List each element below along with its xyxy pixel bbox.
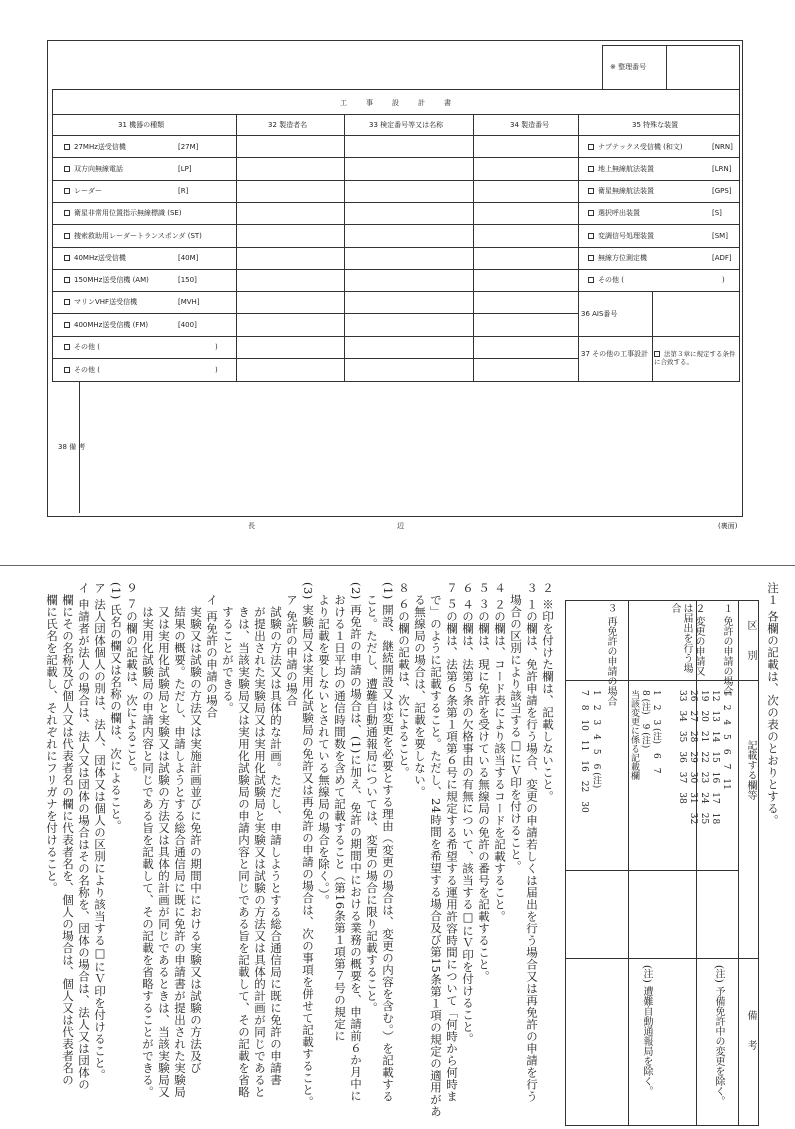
footer-side: 辺 xyxy=(397,522,404,530)
checkbox-icon[interactable] xyxy=(64,255,70,261)
equipment-code: [150] xyxy=(178,276,197,284)
table-row2-col: 1 2 3 (注) 6 7 xyxy=(651,690,661,774)
table-row1-col: 1 2 4 5 6 7 11 xyxy=(721,690,731,790)
special-item[interactable]: 衛星無線航法装置 xyxy=(588,187,654,196)
equipment-item[interactable]: 双方向無線電話 xyxy=(64,165,123,174)
checkbox-icon[interactable] xyxy=(64,144,70,150)
note-line: ア 法人団体個人の別は、法人、団体又は個人の区別により該当する□にＶ印を付けること。 xyxy=(93,582,107,1081)
note-line: 結果の概要。ただし、申請しようとする総合通信局に既に免許の申請書が提出された実験局 xyxy=(173,582,187,1098)
header-col33: 33 検定番号等又は名称 xyxy=(369,121,444,129)
note-line: ５ ３の欄は、現に免許を受けている無線局の免許の番号を記載すること。 xyxy=(477,582,491,983)
equipment-item[interactable]: 衛星非常用位置指示無線標識 (SE) xyxy=(64,209,182,218)
note-line: おける１日平均の通信時間数を含めて記載すること（第16条第１項第７号の規定に xyxy=(333,582,347,1042)
note-line: 欄に氏名を記載し、それぞれにフリガナを付けること。 xyxy=(45,582,59,894)
note-line: 場合の区別により該当する□にＶ印を付けること。 xyxy=(509,582,523,873)
table-row3-kubun: ３ 再免許の申請の場合 xyxy=(605,603,616,707)
table-header-kisai: 記載する欄等 xyxy=(745,740,756,800)
checkbox-icon[interactable] xyxy=(64,233,70,239)
special-code: [LRN] xyxy=(712,165,732,173)
special-item[interactable]: 選択呼出装置 xyxy=(588,209,640,218)
footer-back: (裏面) xyxy=(718,522,738,530)
note-line: 実験又は試験の方法又は実施計画並びに免許の期間中における実験又は試験の方法及び xyxy=(189,582,203,1074)
note-line: (3) 実験局又は実用化試験局の免許又は再免許の申請の場合は、次の事項を併せて記載すること。 xyxy=(301,582,315,1108)
page-divider xyxy=(0,565,795,566)
note-line: (1) 開設、継続開設又は変更を必要とする理由（変更の場合は、変更の内容を含む。）を記載する xyxy=(381,582,395,1103)
checkbox-icon[interactable] xyxy=(64,344,70,350)
note-line: ７ ５の欄は、法第６条第１項第６号に規定する希望する運用許容時間について「何時から何時ま xyxy=(445,582,459,1103)
ais-label: 36 AIS番号 xyxy=(581,310,618,318)
checkbox-icon[interactable] xyxy=(64,299,70,305)
equipment-item[interactable]: マリンVHF送受信機 xyxy=(64,298,137,307)
note-line: 試験の方法又は具体的な計画。ただし、申請しようとする総合通信局に既に免許の申請書 xyxy=(269,582,283,1086)
equipment-item[interactable]: その他 ( xyxy=(64,343,100,352)
checkbox-icon[interactable] xyxy=(588,277,594,283)
checkbox-icon[interactable] xyxy=(64,166,70,172)
equipment-code: ) xyxy=(215,343,218,351)
note-line: イ 再免許の申請の場合 xyxy=(205,582,219,719)
table-row1-kubun: １ 免許の申請の場合 xyxy=(721,603,732,697)
checkbox-icon[interactable] xyxy=(588,144,594,150)
table-row3-col: 1 2 3 4 5 6 (注) xyxy=(591,690,601,789)
checkbox-icon[interactable] xyxy=(64,188,70,194)
equipment-item[interactable]: 27MHz送受信機 xyxy=(64,143,126,152)
note-1: 注１ 各欄の記載は、次の表のとおりとする。 xyxy=(766,582,780,827)
equipment-code: [400] xyxy=(178,321,197,329)
special-item[interactable]: ナブテックス受信機 (和文) xyxy=(588,143,683,152)
equipment-item[interactable]: レーダー xyxy=(64,187,102,196)
note-line: 又は実用化試験局と実験又は試験の方法又は具体的計画が同じであるときは、当該実験局又 xyxy=(157,582,171,1098)
note-line: ８ ６の欄の記載は、次によること。 xyxy=(397,582,411,779)
special-item[interactable]: 変調信号処理装置 xyxy=(588,232,654,241)
special-code: [S] xyxy=(712,209,722,217)
footer-long: 長 xyxy=(248,522,255,530)
note-line: することができる。 xyxy=(221,582,235,714)
checkbox-icon[interactable] xyxy=(64,367,70,373)
note-line: る無線局の場合は、記載を要しない。 xyxy=(413,582,427,798)
equipment-code: [40M] xyxy=(178,254,199,262)
table-row2-col: 当該変更に係る記載欄 xyxy=(629,690,639,780)
note-line: ２ ※印を付けた欄は、記載しないこと。 xyxy=(541,582,555,803)
checkbox-icon[interactable] xyxy=(654,351,660,357)
biko-label: 38 備 考 xyxy=(58,443,86,451)
equipment-code: [LP] xyxy=(178,165,192,173)
note-line: ３ １の欄は、免許申請を行う場合、変更の申請若しくは届出を行う場合又は再免許の申請を行う xyxy=(525,582,539,1103)
note-line: イ 申請者が法人の場合は、法人又は団体の場合はその名称を、団体の場合は、法人又は団体の xyxy=(77,582,91,1091)
equipment-code: [R] xyxy=(178,187,189,195)
form-title: 工 事 設 計 書 xyxy=(340,99,457,107)
table-row2-biko: (注) 遭難自動通報局を除く。 xyxy=(641,965,652,1096)
equipment-item[interactable]: 400MHz送受信機 (FM) xyxy=(64,321,148,330)
table-row2-col: 8 (注) 9 (注) xyxy=(640,690,650,749)
note-line: ４ ２の欄は、コード表により該当するコードを記載すること。 xyxy=(493,582,507,923)
table-header-kubun: 区 別 xyxy=(745,620,756,660)
special-item[interactable]: 無線方位測定機 xyxy=(588,254,647,263)
checkbox-icon[interactable] xyxy=(64,277,70,283)
checkbox-icon[interactable] xyxy=(588,188,594,194)
seiri-label: ※ 整理番号 xyxy=(610,63,647,71)
special-code: [GPS] xyxy=(712,187,732,195)
checkbox-icon[interactable] xyxy=(64,210,70,216)
equipment-item[interactable]: 150MHz送受信機 (AM) xyxy=(64,276,149,285)
equipment-item[interactable]: 40MHz送受信機 xyxy=(64,254,126,263)
checkbox-icon[interactable] xyxy=(588,166,594,172)
special-code: [SM] xyxy=(712,232,728,240)
special-code: ) xyxy=(722,276,725,284)
note-line: は実用化試験局の申請内容と同じである旨を記載して、その記載を省略することができる。 xyxy=(141,582,155,1098)
table-row1-col: 12 13 14 15 16 17 18 xyxy=(710,690,720,825)
note-line: (1) 氏名の欄又は名称の欄は、次によること。 xyxy=(109,582,123,832)
table-row2-kubun: ２ 変更の申請又は届出を行う場合 xyxy=(669,603,704,677)
header-col32: 32 製造者名 xyxy=(268,121,308,129)
header-col35: 35 特殊な装置 xyxy=(632,121,679,129)
note-line: より記載を要しないとされている無線局の場合を除く。）。 xyxy=(317,582,331,907)
note-line: きは、当該実験局又は実用化試験局の申請内容と同じである旨を記載して、その記載を省略 xyxy=(237,582,251,1098)
note-line: ア 免許の申請の場合 xyxy=(285,582,299,707)
table-row1-col: 26 27 28 29 30 31 32 xyxy=(688,690,698,825)
item37-label: 37 その他の工事設計 xyxy=(581,350,649,358)
note-line: ９ ７の欄の記載は、次によること。 xyxy=(125,582,139,779)
table-row1-col: 19 20 21 22 23 24 25 xyxy=(699,690,709,825)
equipment-code: [MVH] xyxy=(178,298,200,306)
checkbox-icon[interactable] xyxy=(64,322,70,328)
form-frame xyxy=(47,40,743,517)
checkbox-icon[interactable] xyxy=(588,210,594,216)
special-code: [NRN] xyxy=(712,143,733,151)
note-line: (2) 再免許の申請の場合は、(1)に加え、免許の期間中における業務の概要を、申請前６か月中に xyxy=(349,582,363,1102)
special-code: [ADF] xyxy=(712,254,732,262)
note-line: が提出された実験局又は実用化試験局と実験又は試験の方法又は具体的計画が同じであると xyxy=(253,582,267,1098)
note-line: ６ ４の欄は、法第５条の欠格事由の有無について、該当する□にＶ印を付けること。 xyxy=(461,582,475,1045)
header-col31: 31 機器の種類 xyxy=(118,121,165,129)
special-item[interactable]: その他 ( xyxy=(588,276,624,285)
note-line: 欄にその名称及び個人又は代表者名の欄に代表者名を、個人の場合は、個人又は代表者名の xyxy=(61,582,75,1086)
equipment-item[interactable]: 捜索救助用レーダートランスポンダ (ST) xyxy=(64,232,202,241)
table-row1-biko: (注) 予備免許中の変更を除く。 xyxy=(713,965,724,1106)
table-row1-col: 33 34 35 36 37 38 xyxy=(677,690,687,804)
equipment-item[interactable]: その他 ( xyxy=(64,366,100,375)
note-line: こと。ただし、遭難自動通報局については、変更の場合に限り記載すること。 xyxy=(365,582,379,1014)
table-row3-col: 7 8 10 11 16 22 30 xyxy=(579,690,589,813)
special-item[interactable]: 地上無線航法装置 xyxy=(588,165,654,174)
equipment-code: [27M] xyxy=(178,143,199,151)
item37-value: 法第３章に規定する条件に合致する。 xyxy=(654,350,736,366)
header-col34: 34 製造番号 xyxy=(510,121,550,129)
note-line: で」のように記載すること。ただし、24時間を希望する場合及び第15条第１項の規定の適用があ xyxy=(429,582,443,1118)
table-header-biko: 備 考 xyxy=(745,1010,756,1050)
checkbox-icon[interactable] xyxy=(588,255,594,261)
checkbox-icon[interactable] xyxy=(588,233,594,239)
equipment-code: ) xyxy=(215,366,218,374)
